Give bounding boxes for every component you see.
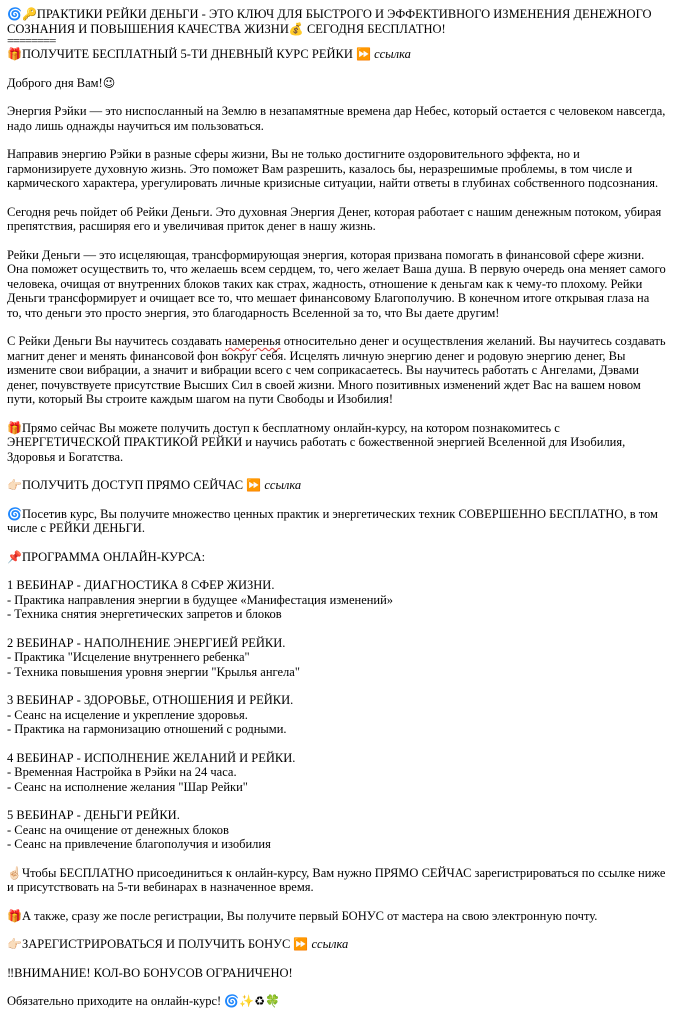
program-heading bbox=[7, 550, 667, 565]
gift-icon: 🎁 bbox=[7, 47, 22, 61]
cta-access bbox=[7, 478, 667, 493]
paragraph-5 bbox=[7, 334, 667, 407]
webinar-2 bbox=[7, 636, 667, 680]
webinar-item: - Сеанс на привлечение благополучия и изобилия bbox=[7, 837, 271, 851]
webinar-item: - Сеанс на исполнение желания "Шар Рейки" bbox=[7, 779, 248, 794]
wink-icon: 😉 bbox=[102, 75, 116, 90]
webinar-title: 1 ВЕБИНАР - ДИАГНОСТИКА 8 СФЕР ЖИЗНИ. bbox=[7, 578, 275, 592]
divider-rule: ======== bbox=[7, 36, 56, 47]
paragraph-9 bbox=[7, 909, 667, 924]
headline-text: ПРАКТИКИ РЕЙКИ ДЕНЬГИ - ЭТО КЛЮЧ ДЛЯ БЫСТРОГО И ЭФФЕКТИВНОГО ИЗМЕНЕНИЯ ДЕНЕЖНОГО СОЗНАНИЯ И ПОВЫШЕНИЯ КАЧЕСТВА ЖИЗНИ bbox=[7, 7, 652, 36]
pointing-hand-icon: 👉🏻 bbox=[7, 937, 22, 951]
webinar-item: - Техника повышения уровня энергии "Крылья ангела" bbox=[7, 664, 300, 679]
closing-text: Обязательно приходите на онлайн-курс! bbox=[7, 994, 225, 1008]
webinar-item: - Практика направления энергии в будущее «Манифестация изменений» bbox=[7, 592, 394, 607]
email-body bbox=[7, 7, 667, 1009]
webinar-item: - Сеанс на исцеление и укрепление здоровья. bbox=[7, 707, 248, 722]
pushpin-icon: 📌 bbox=[7, 549, 22, 564]
paragraph-2: Направив энергию Рэйки в разные сферы жизни, Вы не только достигните оздоровительного эффекта, но и гармонизируете духовную жизнь. Это поможет Вам разрешить, казалось бы, неразрешимые проблемы, в том числе и кармического характера, урегулировать личные кризисные ситуации, найти ответы в глубинах собственного подсознания. bbox=[7, 147, 659, 190]
key-icon: 🔑 bbox=[21, 7, 37, 21]
webinar-5 bbox=[7, 808, 667, 852]
headline-tail: СЕГОДНЯ БЕСПЛАТНО! bbox=[303, 21, 446, 36]
paragraph-6 bbox=[7, 421, 667, 465]
cta-access-link[interactable]: ссылка bbox=[264, 478, 302, 492]
webinar-1 bbox=[7, 578, 667, 622]
paragraph-6-text: Прямо сейчас Вы можете получить доступ к бесплатному онлайн-курсу, на котором познакомитесь с ЭНЕРГЕТИЧЕСКОЙ ПРАКТИКОЙ РЕЙКИ и научись работать с божественной энергией Вселенной для Изобилия, Здоровья и Богатства. bbox=[7, 420, 626, 464]
cta-register bbox=[7, 937, 667, 952]
gift-icon: 🎁 bbox=[7, 420, 22, 435]
cta-access-text: ПОЛУЧИТЬ ДОСТУП ПРЯМО СЕЙЧАС bbox=[21, 478, 247, 492]
webinar-item: - Практика на гармонизацию отношений с родными. bbox=[7, 722, 287, 736]
paragraph-5-end: относительно денег и осуществления желаний. Вы научитесь создавать магнит денег и менять финансовой фон вокруг себя. Исцелять личную энергию денег и родовую энергию денег, Вы измените свои вибрации, а значит и вибрации всего с чем соприкасаетесь. Вы научитесь работать с Ангелами, Дэвами денег, почувствуете присутствие Высших Сил в своей жизни. Много позитивных изменений ждет Вас на вашем новом пути, который Вы строите каждым шагом на пути Свободы и Изобилия! bbox=[7, 334, 666, 406]
webinar-title: 4 ВЕБИНАР - ИСПОЛНЕНИЕ ЖЕЛАНИЙ И РЕЙКИ. bbox=[7, 750, 296, 765]
cta-register-link[interactable]: ссылка bbox=[311, 937, 349, 951]
webinar-item: - Практика "Исцеление внутреннего ребенка" bbox=[7, 650, 250, 664]
fast-forward-icon: ⏩ bbox=[246, 478, 262, 492]
webinar-title: 5 ВЕБИНАР - ДЕНЬГИ РЕЙКИ. bbox=[7, 808, 180, 822]
webinar-title: 2 ВЕБИНАР - НАПОЛНЕНИЕ ЭНЕРГИЕЙ РЕЙКИ. bbox=[7, 635, 286, 650]
webinar-3 bbox=[7, 693, 667, 737]
gift-icon: 🎁 bbox=[7, 908, 22, 923]
closing-line bbox=[7, 994, 667, 1009]
warning-text: ‼ВНИМАНИЕ! КОЛ-ВО БОНУСОВ ОГРАНИЧЕНО! bbox=[7, 965, 293, 980]
webinar-item: - Временная Настройка в Рэйки на 24 часа. bbox=[7, 765, 237, 779]
paragraph-7 bbox=[7, 507, 667, 536]
paragraph-1: Энергия Рэйки — это ниспосланный на Землю в незапамятные времена дар Небес, который остается с человеком навсегда, надо лишь однажды научиться им пользоваться. bbox=[7, 104, 666, 133]
spiral-sparkles-recycle-clover-icon: 🌀✨♻🍀 bbox=[224, 994, 280, 1008]
money-bag-icon: 💰 bbox=[288, 21, 304, 36]
paragraph-5-start: С Рейки Деньги Вы научитесь создавать bbox=[7, 334, 225, 348]
paragraph-4: Рейки Деньги — это исцеляющая, трансформирующая энергия, которая призвана помогать в финансовой сфере жизни. Она поможет осуществить то, что желаешь всем сердцем, то, чего желает Ваша душа. В первую очередь она меняет самого человека, очищая от внутренних блоков таких как страх, жадность, отношение к деньгам как к чему-то плохому. Рейки Деньги трансформирует и очищает все то, что мешает финансовому Благополучию. В конечном итоге открывая глаза на то, что деньги это просто энергия, это благодарность Вселенной за то, что Вы даете другим! bbox=[7, 247, 666, 320]
spiral-icon: 🌀 bbox=[7, 7, 22, 21]
webinar-title: 3 ВЕБИНАР - ЗДОРОВЬЕ, ОТНОШЕНИЯ И РЕЙКИ. bbox=[7, 693, 294, 707]
paragraph-8 bbox=[7, 866, 667, 895]
webinar-item: - Техника снятия энергетических запретов и блоков bbox=[7, 607, 282, 621]
greeting bbox=[7, 76, 667, 91]
offer-line bbox=[7, 47, 667, 62]
headline bbox=[7, 7, 667, 36]
paragraph-3: Сегодня речь пойдет об Рейки Деньги. Это духовная Энергия Денег, которая работает с нашим денежным потоком, убирая препятствия, расширяя его и увеличивая приток денег в нашу жизнь. bbox=[7, 204, 662, 233]
spellcheck-word: намеренья bbox=[225, 334, 281, 348]
paragraph-7-text: Посетив курс, Вы получите множество ценных практик и энергетических техник СОВЕРШЕННО БЕСПЛАТНО, в том числе с РЕЙКИ ДЕНЬГИ. bbox=[7, 506, 658, 535]
paragraph-9-text: А также, сразу же после регистрации, Вы получите первый БОНУС от мастера на свою электронную почту. bbox=[21, 908, 598, 923]
program-title: ПРОГРАММА ОНЛАЙН-КУРСА: bbox=[21, 549, 206, 564]
cta-register-text: ЗАРЕГИСТРИРОВАТЬСЯ И ПОЛУЧИТЬ БОНУС bbox=[21, 937, 294, 951]
offer-text: ПОЛУЧИТЕ БЕСПЛАТНЫЙ 5-ТИ ДНЕВНЫЙ КУРС РЕЙКИ bbox=[21, 47, 356, 61]
webinar-4 bbox=[7, 751, 667, 795]
greeting-text: Доброго дня Вам! bbox=[7, 75, 103, 90]
spiral-icon: 🌀 bbox=[7, 506, 22, 521]
fast-forward-icon: ⏩ bbox=[355, 47, 371, 61]
index-up-icon: ☝🏻 bbox=[7, 865, 22, 880]
paragraph-8-text: Чтобы БЕСПЛАТНО присоединиться к онлайн-курсу, Вам нужно ПРЯМО СЕЙЧАС зарегистрироваться по ссылке ниже и присутствовать на 5-ти вебинарах в назначенное время. bbox=[7, 865, 666, 894]
fast-forward-icon: ⏩ bbox=[293, 937, 309, 951]
pointing-hand-icon: 👉🏻 bbox=[7, 478, 22, 492]
offer-link[interactable]: ссылка bbox=[374, 47, 411, 61]
webinar-item: - Сеанс на очищение от денежных блоков bbox=[7, 822, 229, 837]
